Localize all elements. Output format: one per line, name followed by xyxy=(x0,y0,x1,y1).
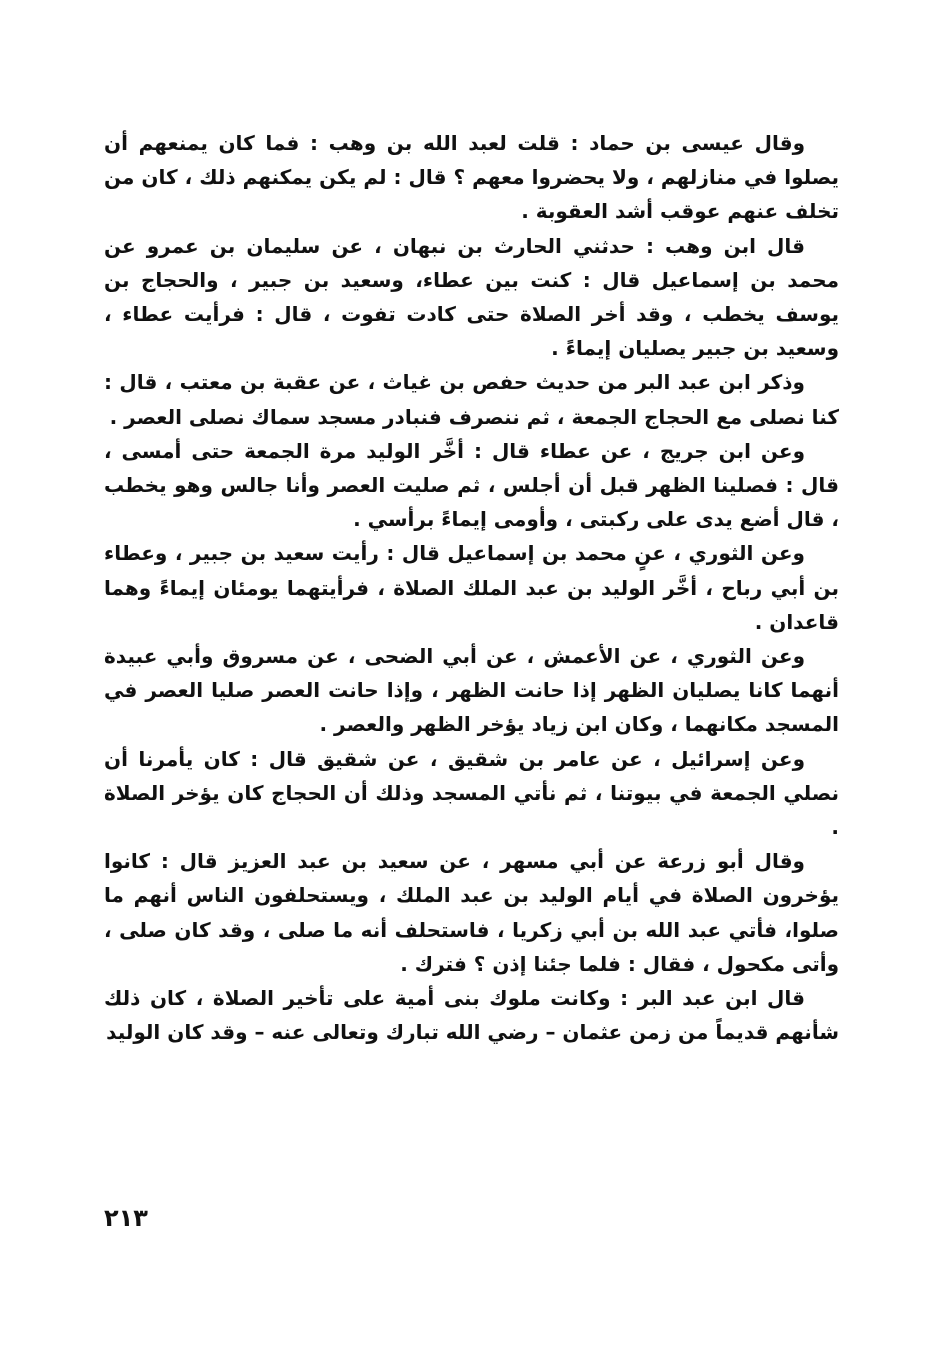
paragraph-1: وقال عيسى بن حماد : قلت لعبد الله بن وهب : فما كان يمنعهم أن يصلوا في منازلهم ، ولا يحضروا معهم ؟ قال : لم يكن يمكنهم ذلك ، كان من تخلف عنهم عوقب أشد العقوبة . xyxy=(104,131,839,224)
paragraph-7: وعن إسرائيل ، عن عامر بن شقيق ، عن شقيق قال : كان يأمرنا أن نصلي الجمعة في بيوتنا ، ثم نأتي المسجد وذلك أن الحجاج كان يؤخر الصلاة . xyxy=(104,746,839,840)
paragraph-5: وعن الثوري ، عنٍ محمد بن إسماعيل قال : رأيت سعيد بن جبير ، وعطاء بن أبي رباح ، أخَّر الوليد بن عبد الملك الصلاة ، فرأيتهما يومئان إيماءً وهما قاعدان . xyxy=(104,541,839,634)
page-number: ٢١٣ xyxy=(104,1204,148,1232)
body-text xyxy=(104,126,839,1049)
paragraph-2: قال ابن وهب : حدثني الحارث بن نبهان ، عن سليمان بن عمرو عن محمد بن إسماعيل قال : كنت بين عطاء، وسعيد بن جبير ، والحجاج بن يوسف يخطب ، وقد أخر الصلاة حتى كادت تفوت ، قال : فرأيت عطاء ، وسعيد بن جبير يصليان إيماءً . xyxy=(104,233,839,361)
paragraph-4: وعن ابن جريج ، عن عطاء قال : أخَّر الوليد مرة الجمعة حتى أمسى ، قال : فصلينا الظهر قبل أن أجلس ، ثم صليت العصر وأنا جالس وهو يخطب ، قال أضع يدى على ركبتى ، وأومى إيماءً برأسي . xyxy=(104,438,839,532)
paragraph-6: وعن الثوري ، عن الأعمش ، عن أبي الضحى ، عن مسروق وأبي عبيدة أنهما كانا يصليان الظهر إذا حانت الظهر ، وإذا حانت العصر صليا العصر في المسجد مكانهما ، وكان ابن زياد يؤخر الظهر والعصر . xyxy=(104,644,839,737)
paragraph-3: وذكر ابن عبد البر من حديث حفص بن غياث ، عن عقبة بن معتب ، قال : كنا نصلى مع الحجاج الجمعة ، ثم ننصرف فنبادر مسجد سماك نصلى العصر . xyxy=(104,370,839,429)
paragraph-8: وقال أبو زرعة عن أبي مسهر ، عن سعيد بن عبد العزيز قال : كانوا يؤخرون الصلاة في أيام الوليد بن عبد الملك ، ويستحلفون الناس أنهم ما صلوا، فأتي عبد الله بن أبي زكريا ، فاستحلف أنه ما صلى ، وقد كان صلى ، وأتى مكحول ، فقال : فلما جئنا إذن ؟ فترك . xyxy=(104,849,839,976)
paragraph-9: قال ابن عبد البر : وكانت ملوك بنى أمية على تأخير الصلاة ، كان ذلك شأنهم قديماً من زمن عثمان – رضي الله تبارك وتعالى عنه – وقد كان الوليد xyxy=(104,986,839,1045)
